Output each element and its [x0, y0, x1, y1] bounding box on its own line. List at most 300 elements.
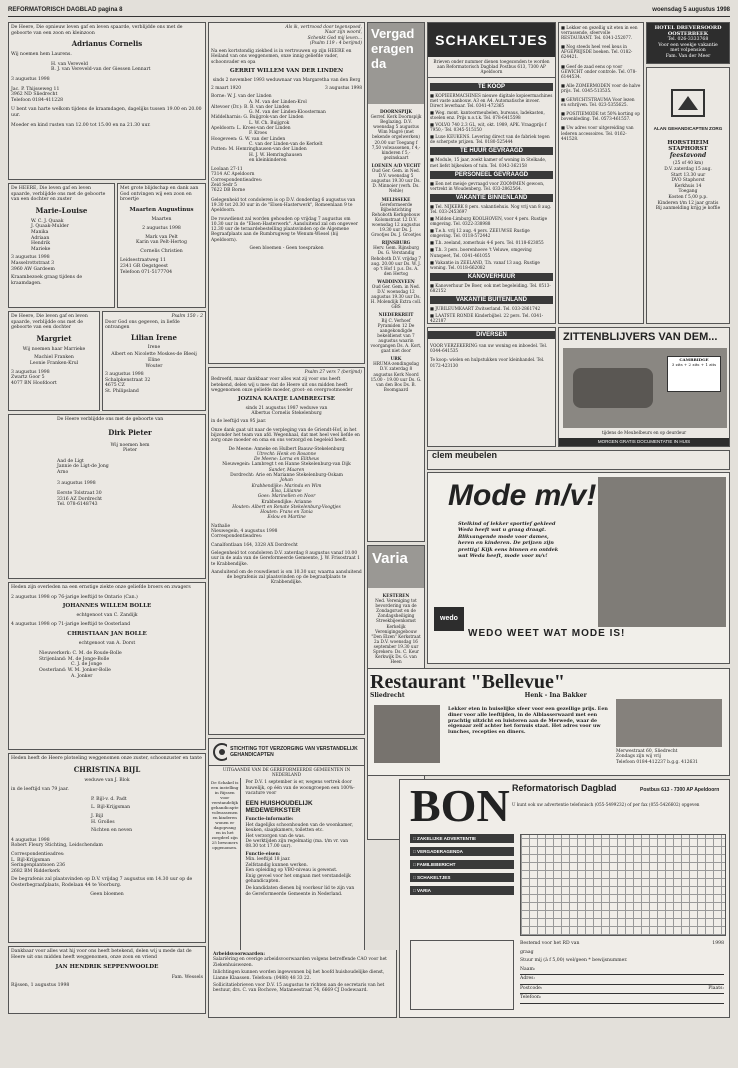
- header-left: REFORMATORISCH DAGBLAD pagina 8: [8, 7, 123, 13]
- horst-line: D.V. zaterdag 15 aug.: [664, 166, 712, 172]
- ad-text: Heden heeft de Heere plotseling weggenomen onze zuster, schoonzuster en tante: [11, 756, 202, 761]
- ad-date: 2 maart 1920: [211, 85, 242, 91]
- bon-form: [520, 940, 724, 1004]
- ad-text: Dordrecht: Arie en Marianne Stekelenburg-Oskam: [230, 473, 343, 479]
- ad-text: Geen bloemen - Geen toespraken: [249, 245, 324, 251]
- ad-name: CHRISTIAAN JAN BOLLE: [67, 630, 147, 637]
- bon-year: 1998: [712, 941, 724, 946]
- ad-text: Manika: [31, 229, 49, 235]
- ad-text: Geen bloemen: [90, 891, 124, 897]
- schakeltjes-item: ■ Tel. NIJKERK 8 pers. vakantiehuis. Nog vrij van 8 aug. Tel. 033-2453697: [430, 203, 552, 214]
- ad-text: A. M. van der Linden-Krol: [249, 99, 307, 105]
- stichting-item: Een opleiding op VBO-niveau is gewenst.: [245, 868, 338, 874]
- ad-text: echtgenoot van C. Zandijk: [76, 612, 138, 618]
- col5-list: [561, 25, 641, 141]
- ad-name: Marie-Louise: [35, 205, 88, 215]
- ad-name: Maarten Augustinus: [129, 206, 194, 213]
- bon-field-city[interactable]: Plaats:: [708, 985, 724, 991]
- agenda-list: [368, 104, 424, 394]
- ad-text: Nieuwerkerk: C. M. de Roude-Bolle: [39, 651, 122, 657]
- ad-text: Machiel Franken: [34, 355, 74, 361]
- ad-text: U bent van harte welkom tijdens de kraamdagen, dagelijks tussen 19.00 en 20.00 uur.: [11, 107, 202, 118]
- header-right: woensdag 5 augustus 1998: [652, 7, 730, 13]
- ad-text: Heden zijn overleden na een ernstige ziekte onze geliefde broers en zwagers: [11, 585, 191, 590]
- schakeltjes-list: [428, 78, 555, 324]
- bellevue-address: [616, 749, 698, 765]
- ad-text: Utrecht: Henk en Rosanne: [256, 451, 317, 457]
- ad-text: Marieke: [31, 246, 51, 252]
- ad-text: J. Bijl: [91, 813, 104, 819]
- stichting-intro: Per D.V. 1 september is er, wegens vertrek door huwelijk, op één van de woongroepen een 100%-vacature voor: [245, 780, 355, 797]
- sale-brand: CAMBRIDGE: [679, 357, 709, 362]
- ad-text: 4 augustus 1998: [11, 837, 50, 843]
- ad-text: Krabbendijke: Arianne: [261, 499, 312, 505]
- ad-text: Aansluitend om de rouwdienst is om 10.30 uur, waarna aansluitend de begrafenis zal plaatsvinden op de begraafplaats te Krabbendijke.: [211, 569, 362, 586]
- varia-title: Varia: [368, 546, 424, 588]
- stichting-sub: UITGAANDE VAN DE GEREFORMEERDE GEMEENTEN IN NEDERLAND: [222, 767, 351, 778]
- ad-text: Robert Fleury Stichting, Leidschendam: [11, 843, 103, 849]
- ad-text: Zwartz Goor 5: [11, 375, 45, 381]
- mode-line: Blikvangende mode voor dames,: [458, 533, 549, 540]
- ad-text: Wij noemen hem Laurens.: [11, 52, 72, 58]
- schakeltjes-item: ■ Weg. mont. kantoormeubelen, bureaus, ladekasten, stoelen enz. Prijs n.o.t.k. Tel. 078-6415598: [430, 109, 545, 120]
- ad-text: H. Grolles: [91, 819, 115, 825]
- schakeltjes-item: ■ JUBILEUMKAART Zwitserland. Tel. 033-2861742: [430, 306, 541, 312]
- ad-text: Johan: [280, 478, 293, 484]
- ad-text: 3 augustus 1998: [11, 76, 50, 82]
- ad-text: 4675 CZ: [105, 383, 125, 389]
- schakeltjes-item: ■ VOLVO 740 2.3 GL, wit, okt. 1989, APK. Vraagprijs f 7950,- Tel. 0345-515150: [430, 122, 547, 133]
- horst-lines: [649, 161, 727, 211]
- bon-field-postcode[interactable]: Postcode:: [520, 985, 543, 991]
- ad-text: L. W. Ch. Buijgrok: [249, 120, 290, 126]
- ad-text: De HEERE, Die leven gaf en leven spaarde, verblijdde ons met de geboorte van een dochter en zuster: [11, 186, 106, 203]
- ad-text: Gelegenheid tot condoleren D.V. zaterdag 8 augustus vanaf 10.00 uur in de aula van de Gereformeerde Gemeente, J. W. Frisostraat 1 te Krabbendijke.: [211, 550, 360, 567]
- ad-text: G. M. van der Linden-Kloosterman: [249, 110, 326, 116]
- stichting-logo-icon: [212, 742, 227, 762]
- stichting-apply: Sollicitatiebrieven voor D.V. 15 augustus te richten aan de secretaris van het bestuur, drs. C. van Bochove, Mataneestraat 74, 6669 CJ Dodewaard.: [213, 983, 385, 994]
- ad-text: Tel. 078-6148743: [57, 502, 98, 508]
- schakeltjes-section-head: TE HUUR GEVRAAGD: [430, 147, 553, 155]
- zitten-title: ZITTENBLIJVERS VAN DEM...: [563, 331, 718, 343]
- wedo-mode-ad: [427, 472, 730, 664]
- zitten-footer: MORGEN GRATIS DOCUMENTATIE IN HUIS: [559, 438, 729, 446]
- ad-text: Eline: [148, 357, 160, 363]
- agenda-item-body: HRUMA-zendingsdag D.V. zaterdag 8 augustus Kerk Noord 15.00 - 19.00 uur Ds. G. van den Bos Ds. B. Boomgaard: [370, 361, 422, 392]
- ad-text: Goes: Marinellen en Noor: [257, 494, 316, 500]
- ad-text: Apeldoorn: L. Kroes-van der Linden: [211, 126, 291, 132]
- ad-text: Albert en Nicolette Moskes-de Bleeij: [111, 352, 197, 358]
- ad-text: 4077 BN Hoofdoort: [11, 380, 57, 386]
- ad-text: Hoogeveen: G. W. van der Linden: [211, 136, 286, 142]
- ad-text: H. van Vereveld: [51, 61, 88, 67]
- schakeltjes-item: ■ Nog steeds heel veel keus in AFGEPRIJSDE boeken. Tel. 0182-624421.: [561, 44, 633, 60]
- ad-text: De begrafenis zal plaatsvinden op D.V. vrijdag 7 augustus om 14.30 uur op de Oosterbegraafplaats, Rodelaan 44 te Voorburg.: [11, 877, 193, 888]
- agenda-title: Vergaderagenda: [368, 23, 424, 104]
- ad-text: Adriaan: [31, 235, 50, 241]
- ad-text: Loolaan 27-11: [211, 167, 243, 173]
- ad-text: Leidsestraatweg 11: [120, 258, 166, 264]
- horst-line: Kerkhuis 14: [674, 183, 702, 189]
- schakeltjes-item: ■ T.h. 3 pers. boerenhoeve 't Veluwe, omgeving Nunspeet, Tel. 0341-461055: [430, 247, 532, 258]
- ad-text: Wij noemen haar Marrieke: [22, 346, 86, 352]
- address-line: Zondags zijn wij vrij: [616, 754, 661, 760]
- bellevue-title: Restaurant "Bellevue": [370, 671, 565, 693]
- bon-paper: Reformatorisch Dagblad: [512, 783, 617, 793]
- mode-line: prettig! Kijk eens binnen en ontdek: [458, 546, 559, 553]
- stichting-item: Min. leeftijd 18 jaar.: [245, 857, 291, 863]
- stichting-item: De werktijden zijn regelmatig (ma. t/m vr. van 08.30 tot 17.00 uur).: [245, 839, 349, 850]
- ad-text: Hendrik: [31, 241, 51, 247]
- stichting-f2: Functie-eisen:: [245, 851, 281, 857]
- ad-text: in de leeftijd van 79 jaar.: [11, 787, 69, 793]
- ad-text: Met grote blijdschap en dank aan God ontvingen wij een zoon en broertje: [120, 186, 199, 203]
- stichting-item: Zelfstandig kunnen werken.: [245, 862, 308, 868]
- schakeltjes-item: ■ Vakantie in ZEELAND, T.h. vanaf 13 aug. Rustige woning. Tel. 0118-662082: [430, 259, 540, 270]
- ad-text: J. Quaak-Mulder: [31, 224, 69, 230]
- death-ad-bijl: [8, 753, 206, 943]
- bon-field-label: graag: [520, 949, 534, 955]
- ad-text: Oosterland: W. M. Jonker-Bolle: [39, 667, 111, 673]
- ad-text: St. Philipsland: [105, 388, 139, 394]
- bon-title: BON: [410, 780, 510, 831]
- ad-name: JOHANNES WILLEM BOLLE: [62, 603, 152, 610]
- clem-brand: clem meubelen: [432, 450, 498, 460]
- schakeltjes: [427, 22, 556, 324]
- ad-text: Mark van Pelt: [145, 234, 178, 240]
- ad-text: weduwe van J. Blok: [84, 777, 130, 783]
- ad-text: 3316 AZ Dordrecht: [57, 496, 102, 502]
- ad-text: Middelharnis: G. Buijgrok-van der Linden: [211, 115, 304, 121]
- ad-text: Leonie Franken-Krul: [29, 360, 79, 366]
- agenda-item-head: MELISSEKE: [381, 196, 411, 202]
- schakeltjes-item: ■ Luxe KEUKENS. Levering direct van de fabriek tegen de scherpste prijzen. Tel. 0180-525444: [430, 134, 550, 145]
- zittenblijvers-ad: [558, 327, 730, 447]
- ad-text: Houten: Albert en Renate Stekelenburg-Voogtjes: [232, 504, 341, 510]
- ad-text: Elsa, Lilianne: [271, 488, 302, 494]
- ad-text: Telefoon 0184-411228: [11, 97, 64, 103]
- sale-tag: [667, 356, 721, 392]
- bon-option[interactable]: □ ZAKELIJKE ADVERTENTIE: [410, 834, 514, 843]
- ad-text: Borne: W. J. van der Linden: [211, 94, 272, 100]
- birth-ad-maarten: [117, 183, 206, 308]
- death-ad-seppenwoolde: [8, 946, 206, 1014]
- ad-text: Pieter: [122, 448, 138, 454]
- zitten-bottom: tijdens de Meubelbeurs en op deurdeur: [601, 430, 687, 435]
- sale-price: 3 zits + 2 zits + 1 zits: [671, 362, 717, 367]
- ad-text: Strijenland: M. de Jonge-Bolle: [39, 656, 110, 662]
- ad-text: Nathalie: [211, 523, 231, 529]
- ad-text: De Meene: Anneke en Hulbert Baauw-Stekelenburg: [228, 446, 345, 452]
- sofa-shape: [573, 368, 653, 408]
- stichting-job: EEN HUISHOUDELIJK MEDEWERKSTER: [245, 799, 313, 815]
- ad-text: Correspondentieadres:: [211, 534, 263, 540]
- bon-field-label: Stuur mij (à f 5,00) wel/geen * bewijsnummer.: [520, 958, 628, 963]
- horst-sub: feestavond: [669, 151, 707, 159]
- stichting-arbtext: Salariëring en overige arbeidsvoorwaarden volgens betreffende CAO voor het Ziekenhuiswezen.: [213, 957, 387, 968]
- stichting-side-text: De Schakel is een instelling in Rijssen voor verstandelijk gehandicapte volwassenen en kinderen wonen er dagopvang en in het zorgdeel zijn 25 bewoners opgenomen.: [211, 780, 239, 851]
- agenda-item-head: LOENEN A/D VECHT: [371, 162, 421, 168]
- horst-line: DVO Staphorst: [671, 178, 705, 184]
- ad-text: 7314 AC Apeldoorn: [211, 172, 255, 178]
- ad-text: Na een kortstondig ziekbed is in vertrouwen op zijn HEERE en Heiland van ons weggenomen, onze innig geliefde vader, schoonvader en opa: [211, 49, 352, 65]
- ad-text: Arno: [57, 469, 69, 475]
- stichting-item: Het dagelijks schoonhouden van de woonkamer, keuken, slaapkamers, toiletten etc.: [245, 822, 354, 834]
- schakeltjes-subtitle: Brieven onder nummer dienen toegezonden te worden aan Reformatorisch Dagblad Postbus 613, 7300 AP Apeldoorn: [428, 57, 555, 78]
- agenda-item-head: WADDINXVEEN: [377, 278, 415, 284]
- ad-text: Kraambezoek graag tijdens de kraamdagen.: [11, 275, 83, 286]
- ad-text: Albertus Cornelis Stekelenburg: [251, 411, 322, 417]
- sofa-photo: [563, 348, 727, 428]
- ad-text: De Heere, Die leven gaf en leven spaarde, verblijdde ons met de geboorte van een dochter: [11, 314, 88, 331]
- ad-text: 7622 DB Borne: [211, 188, 246, 194]
- agenda-item-head: RIJNSBURG: [381, 240, 411, 246]
- ad-text: Schenkt God mij leven...: [307, 35, 362, 41]
- ad-text: Houten: Frans en Tania: [260, 510, 313, 516]
- horstheim-ad: [646, 67, 730, 324]
- ad-text: Irene: [147, 344, 161, 350]
- ad-text: Maarten: [151, 217, 172, 223]
- ad-text: Wij noemen hem: [110, 442, 150, 448]
- schakeltjes-item: ■ LAATSTE RONDE Kinderbijbel. 22 pers. Tel. 0341-422187: [430, 313, 544, 324]
- schakeltjes-item: ■ GEWICHTSTRAUMA Voor lezen en schrijven. Tel. 023-5355625.: [561, 97, 635, 108]
- ad-text: Karin van Pelt-Hertog: [136, 240, 187, 246]
- ad-text: Nichten en neven: [91, 828, 133, 834]
- horst-line: (25 of 40 km): [673, 161, 703, 167]
- ad-text: Aad de Ligt: [57, 458, 84, 464]
- birth-ad-adrianus: [8, 22, 206, 180]
- bon-options: [410, 834, 514, 899]
- agenda-item-body: Bij C. Verhoef Pyramiden 12 De aangekondigde bekeldienst van 7 augustus waarin voorgangen Ds. A. Kort, gaat niet door: [370, 317, 422, 354]
- ad-text: A. Jonker: [71, 673, 93, 679]
- ad-text: Door God ons gegeven, in liefde ontvangen: [105, 319, 180, 331]
- diversen-item: VOOR VERZEKERING van uw woning en inboedel. Tel. 0344-641535: [430, 343, 548, 354]
- schakeltjes-item: ■ Geef de zaad eens op voor GEWICHT onder controle. Tel. 078-6144534.: [561, 63, 637, 79]
- birth-ad-margriet: [8, 311, 100, 411]
- bellevue-photo: [374, 705, 440, 763]
- ad-text: B. J. van Vereveld-van der Giessen Lennart: [51, 67, 151, 73]
- ad-text: Cornelis Christien: [140, 248, 183, 254]
- clem-meubelen-ad: [427, 450, 730, 470]
- hotel-text: Tel. 026-3333768: [667, 37, 709, 43]
- ad-text: Canalfontlaan 164, 3328 AX Dordrecht: [211, 542, 298, 548]
- ad-text: (Psalm 119 : 4 berijmd): [309, 40, 362, 46]
- agenda-item-body: Herv. Gem. Rijnsburg Ds. G. Verstandig Rehoboth D.V. vrijdag 7 aug. 20.00 uur Ds. W. J. op 't Hof 1 p.s. Ds. A. den Hertog: [370, 245, 422, 276]
- vergaderagenda: [367, 22, 425, 542]
- hotel-name: HOTEL DREVERSOORD OOSTERBEEK: [654, 25, 722, 37]
- ad-text: echtgenoot van A. Dorst: [78, 640, 136, 646]
- ad-text: 3960 AW Gardeem: [11, 266, 55, 272]
- ad-text: C. van der Linden-van de Kerkelt: [249, 141, 323, 147]
- horst-line: Start 13.30 uur: [670, 172, 706, 178]
- ad-text: Naar zijn woord,: [324, 30, 362, 36]
- stichting-info: Inlichtingen kunnen worden ingewonnen bij het hoofd huishoudelijke dienst, Lianne Klaassen. Telefoon: (0488) 48 33 22.: [213, 970, 385, 981]
- mode-line: Weda heeft wat u graag draagt.: [458, 527, 547, 534]
- bon-option[interactable]: □ SCHAKELTJES: [410, 873, 514, 882]
- horst-line: Kinderen t/m 12 jaar gratis: [657, 200, 719, 206]
- ad-text: De Meene: Lorna en Elitheus: [253, 457, 320, 463]
- ad-text: Fam. Wessels: [171, 974, 203, 980]
- ad-text: C. J. de Jonge: [71, 662, 103, 668]
- ad-date: 3 augustus 1998: [325, 85, 362, 91]
- ad-text: Eslou en Martine: [267, 515, 306, 521]
- schakeltjes-item: ■ Lekker en gezellig uit eten in een verrassende, sfeervolle RESTAURANT. Tel. 0341-252077.: [561, 25, 638, 41]
- ad-text: F. Kroes: [249, 131, 268, 137]
- bon-option[interactable]: □ FAMILIEBERICHT: [410, 860, 514, 869]
- ad-text: Als ik, vertroosd door tegenspoed,: [285, 25, 362, 30]
- schakeltjes-item: ■ Module, 15 jaar, zoekt kamer of woning in Stelkade, met liefst bijkeuken of tuin. Tel. 0342-362158: [430, 157, 547, 168]
- horst-title: HORSTHEIM STAPHORST: [667, 139, 709, 153]
- wedo-logo: wedo: [434, 607, 464, 631]
- agenda-item-body: Gerref. Kerk Doornspijk Beglazing. D.V. woensdag 5 augustus Wim Magré (met bekende orgelwerken) 20.00 uur Toegang f 7,50 volwassenen, f 4,- kinderen f 5,- gezinskaart: [370, 114, 422, 160]
- bon-option[interactable]: □ VERGADERAGENDA: [410, 847, 514, 856]
- bon-option[interactable]: □ VARIA: [410, 886, 514, 895]
- ad-name: CHRISTINA BIJL: [73, 764, 141, 774]
- ad-text: Krabbendijke: Marinda en Wim: [251, 483, 322, 489]
- ad-text: Eerste Tolstraat 30: [57, 491, 102, 497]
- bon-sub: U kunt ook uw advertentie telefonisch (055-5499232) of per fax (055-5426602) opgeven: [512, 802, 700, 807]
- bellevue-desc: Lekker eten in huiselijke sfeer voor een gezellige prijs. Een diner voor alle leeftijden, in de Alblasserwaard met een prachtig uitzicht en luisteren aan de Merwede, waar de eigenaar zelf achter het fornuis staat. Het adres voor uw lunches, recepties en diners.: [448, 706, 608, 736]
- ad-text: P. Bijl-v. d. Padt: [91, 796, 127, 802]
- schakeltjes-item: ■ KOPIEERMACHINES nieuwe digitale kopieermachines met vaste aanbouw. A3 en A4. Automatische invoer. Direct leverbaar. Tel. 0341-472365: [430, 92, 553, 108]
- ad-text: 3 augustus 1998: [57, 480, 96, 486]
- ad-text: Onze dank gaat uit naar de verpleging van de Griendt-Hof, in het bijzonder het team van afd. Wegenhaal, dat met heel veel liefde en zorg onze moeder en oma en ons verzorgd en begeleid heeft.: [211, 427, 360, 444]
- horst-line: Kosten f 5,00 p.p.: [668, 194, 708, 200]
- diversen-head: DIVERSEN: [428, 331, 555, 339]
- bon-field-phone[interactable]: Telefoon:: [520, 995, 542, 1000]
- ad-text: 2 augustus 1998: [142, 225, 181, 231]
- stichting-closing: De kandidaten dienen bij voorkeur lid te zijn van de Gereformeerde Gemeente in Nederland.: [245, 886, 355, 897]
- mode-photo: [598, 477, 726, 627]
- schakeltjes-item: ■ Kanoverhuur De Boer, ook met begeleiding. Tel. 0513-682152: [430, 282, 551, 293]
- ad-text: De Heere verblijdde ons met de geboorte van: [57, 417, 164, 422]
- wedo-slogan: WEDO WEET WAT MODE IS!: [468, 628, 626, 639]
- col4-lower: [427, 327, 556, 447]
- varia-item-body: Ned. Vereniging tot bevordering van de Zondagsrust en de Zondagsheiliging Streekbijeenkomst Kerkelijk Verenigingsgebouw "Den Elzen" Kerkstraat 2a D.V. woensdag 16 september 19.30 uur Sprekers: Ds. C. Keur Kerkwijk Ds. G. van Heen: [371, 598, 421, 665]
- ad-text: L. Bijl-Krijgsman: [11, 857, 51, 863]
- death-ad-bolle: [8, 582, 206, 750]
- ad-text: Psalm 27 vers 7 (berijmd): [304, 370, 362, 375]
- stichting-title: STICHTING TOT VERZORGING VAN VERSTANDELIJK GEHANDICAPTEN: [230, 746, 358, 758]
- horst-line: Bij aanmelding krijg je koffie: [655, 206, 721, 212]
- schakeltjes-item: ■ Een net meisje gevraagd voor ZOOMMEN gewoon, vertrekt in Woudenberg. Tel. 033-2862564.: [430, 180, 545, 191]
- death-ad-van-der-linden: [208, 22, 365, 364]
- horst-line: Toegang: [678, 189, 698, 195]
- ad-text: Schalpkenstraat 32: [105, 377, 151, 383]
- ad-text: Correspondentieadres:: [11, 851, 65, 857]
- ad-text: Telefoon 071-5177704: [120, 269, 173, 275]
- ad-text: 3962 ND Sliedrecht: [11, 92, 58, 98]
- hotel-ad: [646, 22, 730, 64]
- ad-text: Jannie de Ligt-de Jong: [57, 464, 109, 470]
- schakeltjes-item: ■ POSITIEMODE tot 50% korting op bovenkleding. Tel. 0573-461557.: [561, 111, 640, 122]
- ad-text: Dankbaar voor alles wat hij voor ons heeft betekend, delen wij u mede dat de Heere uit ons midden heeft weggenomen, onze zoon en vriend: [11, 949, 192, 960]
- ad-text: Zeid Sedr 5: [211, 183, 237, 189]
- ad-text: sinds 21 augustus 1987 weduwe van: [245, 405, 328, 411]
- stichting-f1: Functie-informatie:: [245, 817, 294, 823]
- ad-text: De Heere, Die opnieuw leven gaf en leven spaarde, verblijdde ons met de geboorte van een zoon en kleinzoon: [11, 25, 183, 36]
- ad-text: Psalm 150 : 2: [171, 314, 203, 319]
- schakeltjes-section-head: VAKANTIE BUITENLAND: [430, 296, 553, 304]
- bon-prices: [410, 940, 514, 1010]
- mode-line: heren en kinderen. De prijzen zijn: [458, 540, 554, 547]
- hotel-text: Fam. Van der Meer: [665, 53, 711, 59]
- ad-text: en kleinkinderen: [249, 157, 287, 163]
- ad-text: Moeder en kind rusten van 12.00 tot 15.00 en na 21.30 uur.: [11, 122, 151, 128]
- ad-name: JOZINA KAATJE LAMBREGTSE: [238, 396, 335, 403]
- death-ad-lambregtse: [208, 367, 365, 735]
- ad-text: 3 augustus 1998: [11, 255, 50, 261]
- ad-text: Jac. P. Thijsseweg 11: [11, 86, 60, 92]
- order-coupon: [399, 779, 730, 1018]
- agenda-item-head: URK: [390, 356, 402, 362]
- ad-text: Gelegenheid tot condoleren is op D.V. donderdag 6 augustus van 19.30 tot 20.30 uur in de "Elsen-Hasterwerk", Romeenlaan 9 te Apeldoorn.: [211, 197, 356, 214]
- ad-text: De rouwdienst zal worden gehouden op vrijdag 7 augustus om 10.30 uur in de "Elsen-Hasterwerk". Aansluitend zal om ongeveer 12.30 uur de teraardebestelling plaatsvinden op de Algemene Begraafplaats aan de Rumbrugweg te Wenum-Wiesel (bij Apeldoorn).: [211, 216, 358, 243]
- bon-write-grid[interactable]: [520, 834, 726, 936]
- ad-name: Lilian Irene: [131, 332, 177, 342]
- schakeltjes-title: SCHAKELTJES: [428, 23, 555, 57]
- hotel-text: met volpension: [670, 48, 706, 54]
- ad-text: Nieuwegein: Lambregt t en Hanne Stekelenburg-van Dijk: [222, 462, 351, 468]
- ad-text: 4 augustus 1998 op 71-jarige leeftijd te Oosterland: [11, 622, 131, 628]
- ad-name: Dirk Pieter: [108, 427, 152, 437]
- ad-text: Masselrottstraat 3: [11, 260, 55, 266]
- schakeltjes-item: ■ Uw adres voor uitgereiding van lederen accessoires. Tel. 0162-441528.: [561, 125, 634, 141]
- bellevue-owners: Henk - Ina Bakker: [524, 692, 587, 699]
- bon-field-label: Bestemd voor het RD van: [520, 941, 580, 946]
- ad-text: sinds 2 november 1993 weduwnaar van Margaretha van den Berg: [212, 77, 361, 83]
- schakeltjes-section-head: PERSONEEL GEVRAAGD: [430, 171, 553, 179]
- ad-text: Nieuwegein, 4 augustus 1998: [211, 529, 278, 535]
- stichting-header: [209, 739, 364, 766]
- diversen-item: Te koop: wielen en hulpstukken voor kleinhandel. Tel. 0172-423130: [430, 357, 545, 368]
- birth-ad-marie-louise: [8, 183, 115, 308]
- varia-list: [368, 588, 424, 666]
- ad-text: Rijssen, 1 augustus 1998: [11, 983, 70, 989]
- stichting-item: Enig gevoel voor het omgaan met verstandelijk gehandicapten.: [245, 873, 351, 884]
- mode-line: Stelkind of lekker sportief gekleed: [458, 521, 556, 527]
- stichting-item: Het verzorgen van de was.: [245, 833, 306, 839]
- ad-text: 2 augustus 1998 op 76-jarige leeftijd te Ontario (Can.): [11, 594, 138, 600]
- address-line: Telefoon 0184-412237 b.g.g. 412631: [616, 759, 698, 765]
- address-line: Merwestraat 60, Sliedrecht: [616, 749, 678, 754]
- bellevue-photo-2: [616, 699, 722, 747]
- schakeltjes-section-head: TE KOOP: [430, 83, 553, 91]
- stichting-footer: [208, 950, 397, 1018]
- horst-logo-text: ALAN GEHANDICAPTEN ZORG: [653, 126, 723, 131]
- alan-logo-icon: [668, 84, 708, 124]
- ad-name: Margriet: [36, 333, 72, 343]
- ad-text: Wouter: [145, 363, 163, 369]
- ad-name: JAN HENDRIK SEPPENWOOLDE: [55, 964, 159, 971]
- schakeltjes-section-head: VAKANTIE BINNENLAND: [430, 194, 553, 202]
- ad-text: 2682 BM Ridderkerk: [11, 868, 60, 874]
- ad-name: GERRIT WILLEM VAN DER LINDEN: [229, 68, 344, 75]
- schakeltjes-item: ■ T.e.h. vrij 12 aug. 4 pers. ZEEUWSE Rustige omgeving. Tel. 0118-572442: [430, 228, 530, 239]
- ad-text: 3 augustus 1998: [11, 369, 50, 375]
- mode-lines: [458, 521, 588, 559]
- birth-ad-lilian: [102, 311, 206, 411]
- stichting-arb: Arbeidsvoorwaarden:: [213, 952, 265, 957]
- bon-field-address[interactable]: Adres:: [520, 976, 536, 981]
- ad-text: W. C. J. Quaak: [31, 218, 64, 224]
- ad-text: Seringenplantsoen 236: [11, 863, 66, 869]
- bon-field-name[interactable]: Naam:: [520, 966, 536, 972]
- schakeltjes-item: ■ Midden-Limburg KOOLHOVEN, voor 4 pers. Rustige omgeving. Tel. 0322-338988: [430, 216, 548, 227]
- schakeltjes-col2: [558, 22, 644, 324]
- bellevue-city: Sliedrecht: [370, 692, 405, 699]
- ad-text: L. Bijl-Krijgsman: [91, 805, 131, 811]
